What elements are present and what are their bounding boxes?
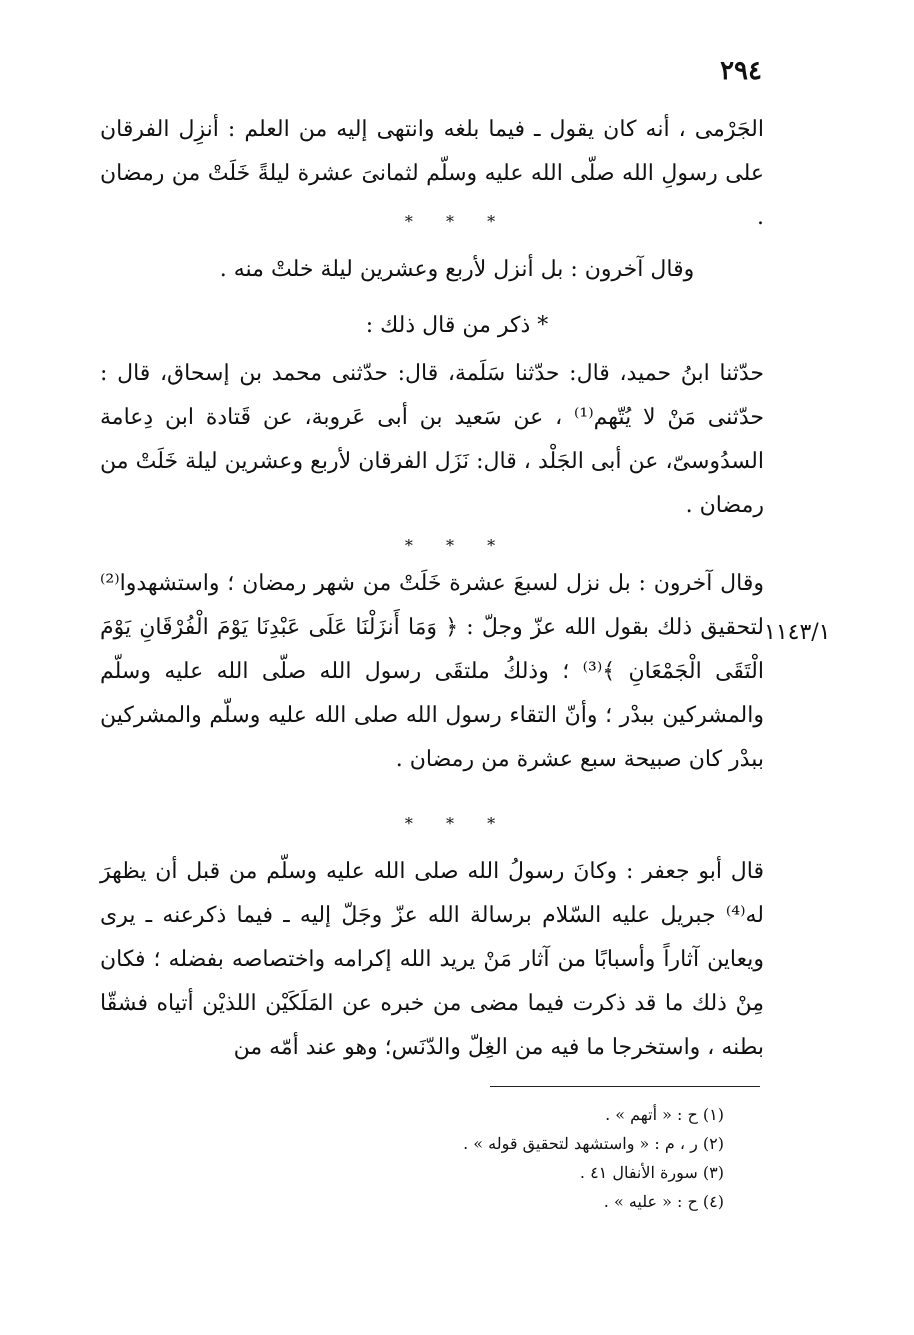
section-separator-1: * * * xyxy=(404,212,510,231)
claim-line-1: وقال آخرون : بل أنزل لأربع وعشرين ليلة خلتْ منه . xyxy=(219,257,695,282)
footnotes xyxy=(224,1100,724,1216)
footnote-3: (٣) سورة الأنفال ٤١ . xyxy=(579,1163,724,1182)
footnote-1: (١) ح : « أتهم » . xyxy=(605,1105,724,1124)
dhikr-heading: * ذكر من قال ذلك : xyxy=(365,313,549,338)
paragraph-2 xyxy=(100,352,764,528)
margin-reference: ١١٤٣/١ xyxy=(764,620,831,645)
paragraph-3 xyxy=(100,562,764,782)
footnote-2: (٢) ر ، م : « واستشهد لتحقيق قوله » . xyxy=(463,1134,724,1153)
paragraph-1-text: الجَرْمى ، أنه كان يقول ـ فيما بلغه وانتهى إليه من العلم : أنزِل الفرقان على رسولِ الله صلّى الله عليه وسلّم لثمانىَ عشرة ليلةً خَلَتْ من رمضان . xyxy=(100,117,764,230)
paragraph-2-text: حدّثنا ابنُ حميد، قال: حدّثنا سَلَمة، قال: حدّثنى محمد بن إسحاق، قال : حدّثنى مَنْ لا يُتّهم⁽¹⁾ ، عن سَعيد بن أبى عَروبة، عن قَتادة ابن دِعامة السدُوسىّ، عن أبى الجَلْد ، قال: نَزَل الفرقان لأربع وعشرين ليلة خَلَتْ من رمضان . xyxy=(100,361,764,518)
paragraph-3-text: وقال آخرون : بل نزل لسبعَ عشرة خَلَتْ من شهر رمضان ؛ واستشهدوا⁽²⁾ لتحقيق ذلك بقول الله عزّ وجلّ : ﴿ وَمَا أَنزَلْنَا عَلَى عَبْدِنَا يَوْمَ الْفُرْقَانِ يَوْمَ الْتَقَى الْجَمْعَانِ ﴾⁽³⁾ ؛ وذلكُ ملتقَى رسول الله صلّى الله عليه وسلّم والمشركين ببدْر ؛ وأنّ التقاء رسول الله صلى الله عليه وسلّم والمشركين ببدْر كان صبيحة سبع عشرة من رمضان . xyxy=(100,571,764,772)
section-separator-3: * * * xyxy=(404,814,510,833)
paragraph-4 xyxy=(100,850,764,1070)
section-separator-2: * * * xyxy=(404,536,510,555)
paragraph-4-text: قال أبو جعفر : وكانَ رسولُ الله صلى الله عليه وسلّم من قبل أن يظهرَ له⁽⁴⁾ جبريل عليه السّلام برسالة الله عزّ وجَلّ إليه ـ فيما ذكرعنه ـ يرى ويعاين آثاراً وأسبابًا من آثار مَنْ يريد الله إكرامه واختصاصه بفضله ؛ فكان مِنْ ذلك ما قد ذكرت فيما مضى من خبره عن المَلَكَيْن اللذيْن أتياه فشقّا بطنه ، واستخرجا ما فيه من الغِلّ والدّنَس؛ وهو عند أمّه من xyxy=(100,859,765,1060)
page-number: ٢٩٤ xyxy=(720,56,762,86)
footnote-divider xyxy=(490,1086,760,1087)
footnote-4: (٤) ح : « عليه » . xyxy=(603,1192,724,1211)
